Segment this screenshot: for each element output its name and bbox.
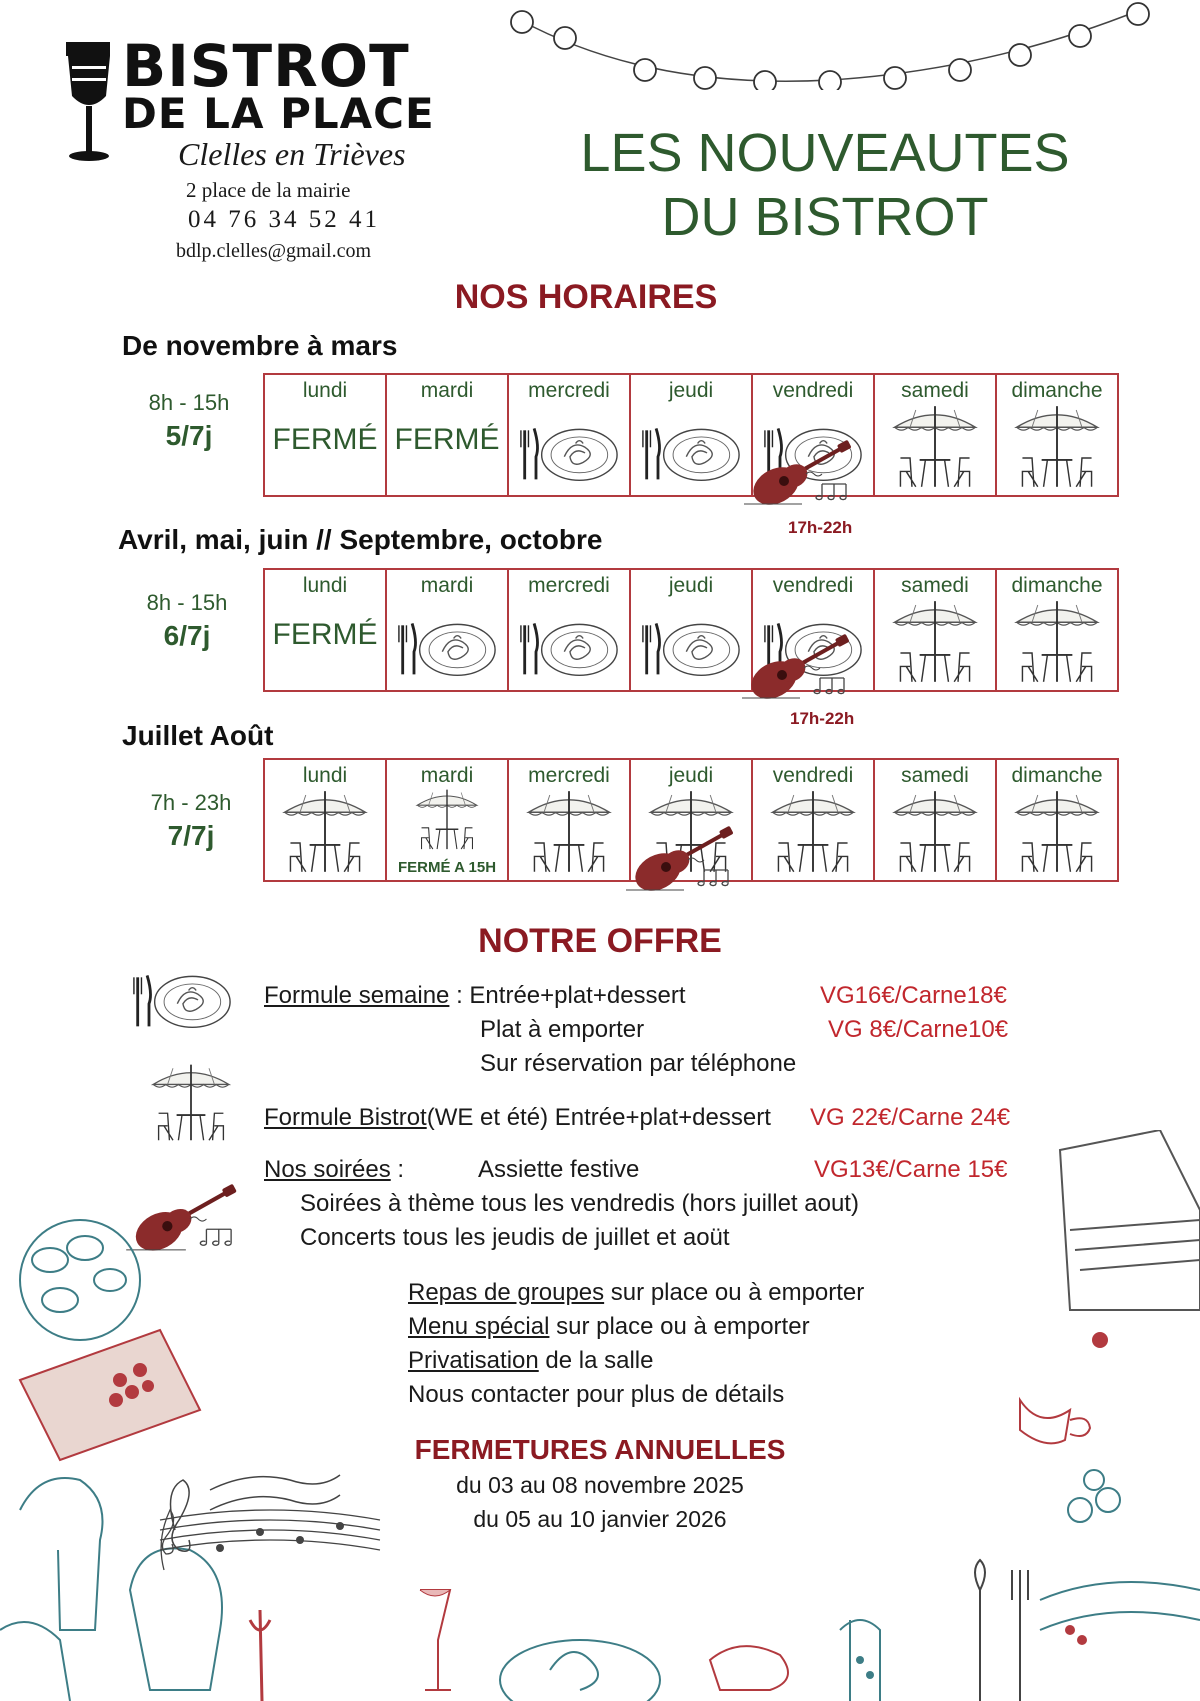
day-label: samedi [901, 574, 969, 597]
food-illustration-bottom-decoration [380, 1540, 960, 1701]
extra-offer-text: sur place ou à emporter [604, 1279, 865, 1306]
hours-2: 8h - 15h [146, 590, 228, 615]
day-cell [630, 374, 752, 496]
plate-icon [517, 614, 621, 680]
soirees-item-1: Assiette festive [478, 1156, 640, 1183]
day-label: vendredi [772, 379, 854, 402]
hours-title: NOS HORAIRES [454, 278, 718, 316]
wine-glass-logo-icon [64, 40, 114, 170]
offer-title: NOTRE OFFRE [478, 922, 722, 960]
closure-date-1: du 03 au 08 novembre 2025 [456, 1472, 744, 1498]
plate-icon [639, 614, 743, 680]
food-illustration-right-decoration [960, 1130, 1200, 1701]
formule-semaine-item-3: Sur réservation par téléphone [480, 1050, 797, 1077]
day-cell [508, 569, 630, 691]
formule-semaine-price-1: VG16€/Carne18€ [820, 982, 1007, 1009]
formule-bistrot-label: Formule Bistrot [264, 1104, 427, 1131]
terrace-icon [277, 784, 373, 878]
soirees-price-1: VG13€/Carne 15€ [814, 1156, 1008, 1183]
logo-script: Clelles en Trièves [178, 136, 406, 172]
closed-at-15h-note: FERMÉ A 15H [397, 859, 497, 876]
day-label: jeudi [668, 379, 714, 402]
day-cell [386, 569, 508, 691]
formule-semaine-item-2: Plat à emporter [480, 1016, 645, 1043]
extra-offer-item [408, 1310, 864, 1344]
hours-3: 7h - 23h [150, 790, 232, 815]
formule-semaine-item-1: Entrée+plat+dessert [469, 982, 686, 1009]
email[interactable]: bdlp.clelles@gmail.com [176, 240, 372, 262]
day-label: dimanche [1011, 379, 1103, 402]
day-label: mardi [420, 379, 474, 402]
soirees-item-3: Concerts tous les jeudis de juillet et aoüt [300, 1224, 730, 1251]
day-cell [386, 759, 508, 881]
day-label: mercredi [528, 574, 610, 597]
day-cell [874, 374, 996, 496]
headline-line-1: LES NOUVEAUTES [580, 123, 1070, 183]
day-cell [996, 374, 1118, 496]
extra-offer-item [408, 1344, 864, 1378]
formule-semaine [264, 982, 686, 1010]
food-illustration-left-decoration [0, 1210, 380, 1701]
day-cell [996, 569, 1118, 691]
headline-line-2: DU BISTROT [661, 187, 989, 247]
day-label: lundi [302, 574, 348, 597]
day-label: vendredi [772, 764, 854, 787]
hours-1: 8h - 15h [148, 390, 230, 415]
plate-icon [639, 419, 743, 485]
soirees-item-2: Soirées à thème tous les vendredis (hors juillet aout) [300, 1190, 859, 1217]
extra-offer-item [408, 1276, 864, 1310]
terrace-icon [887, 594, 983, 688]
day-cell [752, 759, 874, 881]
days-open-3: 7/7j [167, 820, 215, 851]
closure-date-2: du 05 au 10 janvier 2026 [473, 1506, 727, 1532]
logo-line-2: DE LA PLACE [122, 89, 435, 138]
terrace-icon [1009, 594, 1105, 688]
days-open-1: 5/7j [165, 420, 213, 451]
day-cell [264, 569, 386, 691]
days-open-2: 6/7j [163, 620, 211, 651]
music-notes-decoration [150, 1490, 390, 1590]
day-label: mardi [420, 764, 474, 787]
guitar-icon [742, 440, 872, 510]
day-cell [874, 759, 996, 881]
day-label: dimanche [1011, 574, 1103, 597]
phone: 04 76 34 52 41 [188, 206, 380, 233]
address: 2 place de la mairie [186, 178, 351, 202]
period-title-2: Avril, mai, juin // Septembre, octobre [118, 524, 603, 555]
terrace-icon [765, 784, 861, 878]
extra-offer-list [408, 1276, 864, 1412]
formule-bistrot [264, 1104, 771, 1132]
terrace-icon [887, 784, 983, 878]
period-title-3: Juillet Août [122, 720, 274, 751]
terrace-icon [521, 784, 617, 878]
soirees [264, 1156, 404, 1184]
terrace-icon [146, 1050, 236, 1154]
extra-offer-item [408, 1378, 864, 1412]
schedule-table-1 [263, 373, 1119, 497]
terrace-icon [887, 399, 983, 493]
string-lights-decoration [500, 0, 1150, 90]
soirees-label: Nos soirées [264, 1156, 391, 1183]
formule-semaine-price-2: VG 8€/Carne10€ [828, 1016, 1009, 1043]
day-label: dimanche [1011, 764, 1103, 787]
day-cell [996, 759, 1118, 881]
day-label: jeudi [668, 764, 714, 787]
evening-hours-1: 17h-22h [788, 518, 853, 537]
formule-bistrot-text: (WE et été) Entrée+plat+dessert [426, 1104, 771, 1131]
terrace-icon [1009, 399, 1105, 493]
day-label: samedi [901, 764, 969, 787]
terrace-icon [1009, 784, 1105, 878]
formule-semaine-label: Formule semaine [264, 982, 450, 1009]
extra-offer-link: Privatisation [408, 1347, 539, 1374]
day-cell [508, 374, 630, 496]
extra-offer-text: de la salle [538, 1347, 654, 1374]
separator: : [390, 1156, 405, 1183]
hours-block-1 [128, 390, 250, 452]
terrace-icon [399, 784, 495, 854]
extra-offer-text: sur place ou à emporter [549, 1313, 810, 1340]
extra-offer-link: Menu spécial [408, 1313, 550, 1340]
schedule-table-2 [263, 568, 1119, 692]
day-label: jeudi [668, 574, 714, 597]
day-label: mardi [420, 574, 474, 597]
day-label: samedi [901, 379, 969, 402]
closed-label: FERMÉ [272, 618, 378, 651]
period-title-1: De novembre à mars [122, 330, 398, 361]
plate-icon [517, 419, 621, 485]
day-cell [508, 759, 630, 881]
day-label: lundi [302, 764, 348, 787]
day-cell [264, 374, 386, 496]
day-cell [630, 569, 752, 691]
guitar-icon [624, 826, 754, 896]
hours-block-2 [126, 590, 248, 652]
plate-icon [130, 966, 234, 1032]
closed-label: FERMÉ [272, 423, 378, 456]
extra-offer-link: Repas de groupes [408, 1279, 605, 1306]
hours-block-3 [130, 790, 252, 852]
day-label: mercredi [528, 764, 610, 787]
day-label: lundi [302, 379, 348, 402]
plate-icon [395, 614, 499, 680]
formule-bistrot-price: VG 22€/Carne 24€ [810, 1104, 1011, 1131]
day-label: vendredi [772, 574, 854, 597]
logo-line-1: BISTROT [122, 32, 410, 100]
evening-hours-2: 17h-22h [790, 709, 855, 728]
extra-offer-text: Nous contacter pour plus de détails [408, 1381, 785, 1408]
day-cell [874, 569, 996, 691]
day-cell [264, 759, 386, 881]
closed-label: FERMÉ [394, 423, 500, 456]
separator: : [449, 982, 470, 1009]
closures-title: FERMETURES ANNUELLES [414, 1434, 786, 1465]
guitar-icon [740, 634, 870, 704]
day-cell [386, 374, 508, 496]
day-label: mercredi [528, 379, 610, 402]
